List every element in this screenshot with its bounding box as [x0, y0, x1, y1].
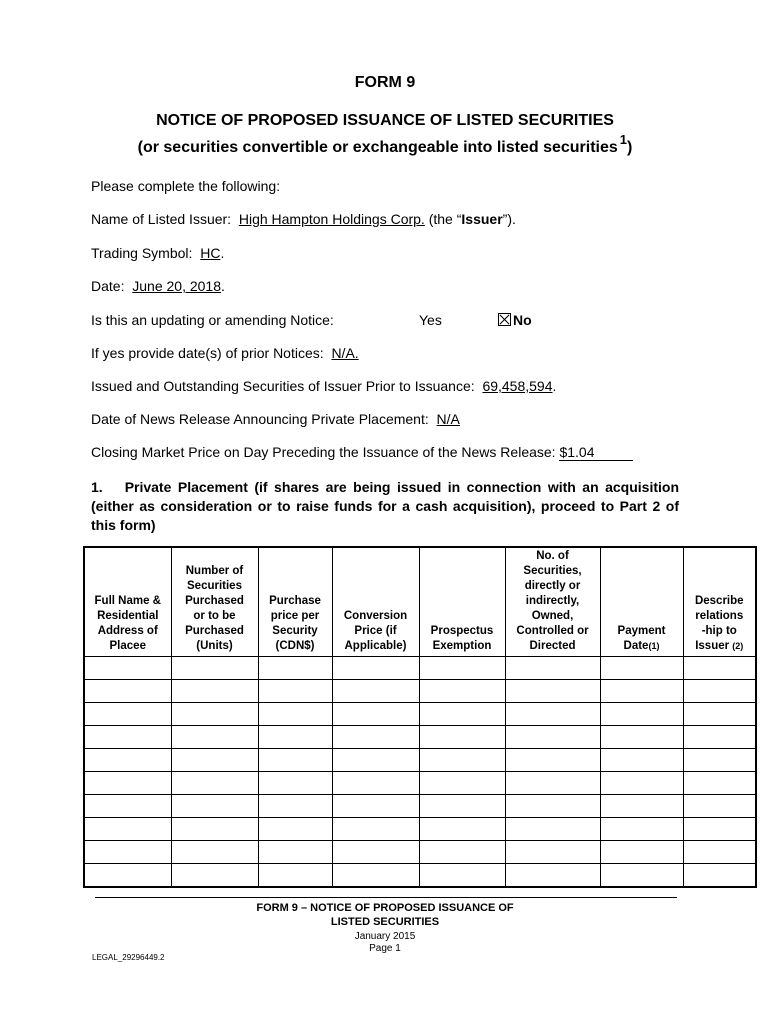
footer-page-number: Page 1	[369, 943, 401, 954]
form-title: FORM 9	[354, 74, 416, 91]
symbol-label: Trading Symbol:	[91, 245, 193, 261]
header-securities-owned: No. of Securities, directly or indirectly, Owned, Controlled or Directed	[505, 547, 600, 657]
issuer-term: Issuer	[461, 211, 503, 227]
section-1-number: 1.	[91, 479, 103, 495]
amend-yes: Yes	[419, 312, 442, 328]
legal-document-id: LEGAL_29296449.2	[92, 953, 165, 962]
symbol-value: HC	[200, 245, 221, 261]
date-value: June 20, 2018	[132, 278, 221, 294]
prior-label: If yes provide date(s) of prior Notices:	[91, 345, 324, 361]
prior-line	[91, 345, 359, 361]
footnote-marker: 1	[619, 132, 628, 147]
news-value: N/A	[436, 411, 460, 427]
sub-title	[0, 132, 770, 157]
section-1	[91, 478, 679, 535]
sub-title-close: )	[627, 139, 633, 156]
symbol-line	[91, 245, 224, 261]
prior-value: N/A.	[331, 345, 359, 361]
issuer-label: Name of Listed Issuer:	[91, 211, 232, 227]
placee-table	[83, 546, 757, 888]
footer-divider	[95, 897, 677, 898]
table-row	[84, 818, 756, 841]
outstanding-label: Issued and Outstanding Securities of Issuer Prior to Issuance:	[91, 378, 475, 394]
table-row	[84, 772, 756, 795]
amend-no-label: No	[513, 312, 532, 328]
table-row	[84, 864, 756, 888]
checked-checkbox-icon	[498, 313, 511, 326]
closing-label: Closing Market Price on Day Preceding the Issuance of the News Release:	[91, 444, 556, 460]
main-title: NOTICE OF PROPOSED ISSUANCE OF LISTED SECURITIES	[156, 112, 614, 129]
header-conversion-price: Conversion Price (if Applicable)	[332, 547, 419, 657]
news-label: Date of News Release Announcing Private Placement:	[91, 411, 429, 427]
footer-title-line-2: LISTED SECURITIES	[330, 916, 440, 928]
table-row	[84, 841, 756, 864]
issuer-value: High Hampton Holdings Corp.	[238, 211, 425, 227]
table-row	[84, 726, 756, 749]
amend-no-option	[498, 312, 532, 328]
table-row	[84, 680, 756, 703]
table-row	[84, 795, 756, 818]
table-row	[84, 749, 756, 772]
date-line	[91, 278, 225, 294]
footer-title-line-1: FORM 9 – NOTICE OF PROPOSED ISSUANCE OF	[256, 902, 514, 914]
outstanding-line	[91, 378, 556, 394]
header-full-name: Full Name & Residential Address of Placee	[84, 547, 171, 657]
outstanding-value: 69,458,594	[482, 378, 553, 394]
closing-value: $1.04	[559, 444, 633, 461]
sub-title-text: (or securities convertible or exchangeable into listed securities	[137, 139, 618, 156]
footer-date: January 2015	[354, 931, 416, 942]
table-row	[84, 657, 756, 680]
header-relationship: Describe relations -hip to Issuer (2)	[683, 547, 756, 657]
issuer-suffix-open: (the “	[424, 211, 462, 227]
header-number-of-securities: Number of Securities Purchased or to be Purchased (Units)	[171, 547, 258, 657]
issuer-suffix-close: ”).	[502, 211, 516, 227]
header-prospectus-exemption: Prospectus Exemption	[419, 547, 505, 657]
section-1-text: Private Placement (if shares are being issued in connection with an acquisition (either as consideration or to raise funds for a cash acquisition), proceed to Part 2 of this form)	[91, 479, 679, 533]
header-payment-date: Payment Date(1)	[600, 547, 683, 657]
amend-label: Is this an updating or amending Notice:	[91, 312, 334, 328]
table-header-row	[84, 547, 756, 657]
issuer-line	[91, 211, 516, 227]
news-line	[91, 411, 460, 427]
intro-text: Please complete the following:	[91, 178, 281, 194]
table-row	[84, 703, 756, 726]
symbol-period: .	[220, 245, 225, 261]
date-label: Date:	[91, 278, 125, 294]
header-purchase-price: Purchase price per Security (CDN$)	[258, 547, 332, 657]
closing-line	[91, 444, 633, 461]
date-period: .	[221, 278, 225, 294]
outstanding-period: .	[552, 378, 557, 394]
